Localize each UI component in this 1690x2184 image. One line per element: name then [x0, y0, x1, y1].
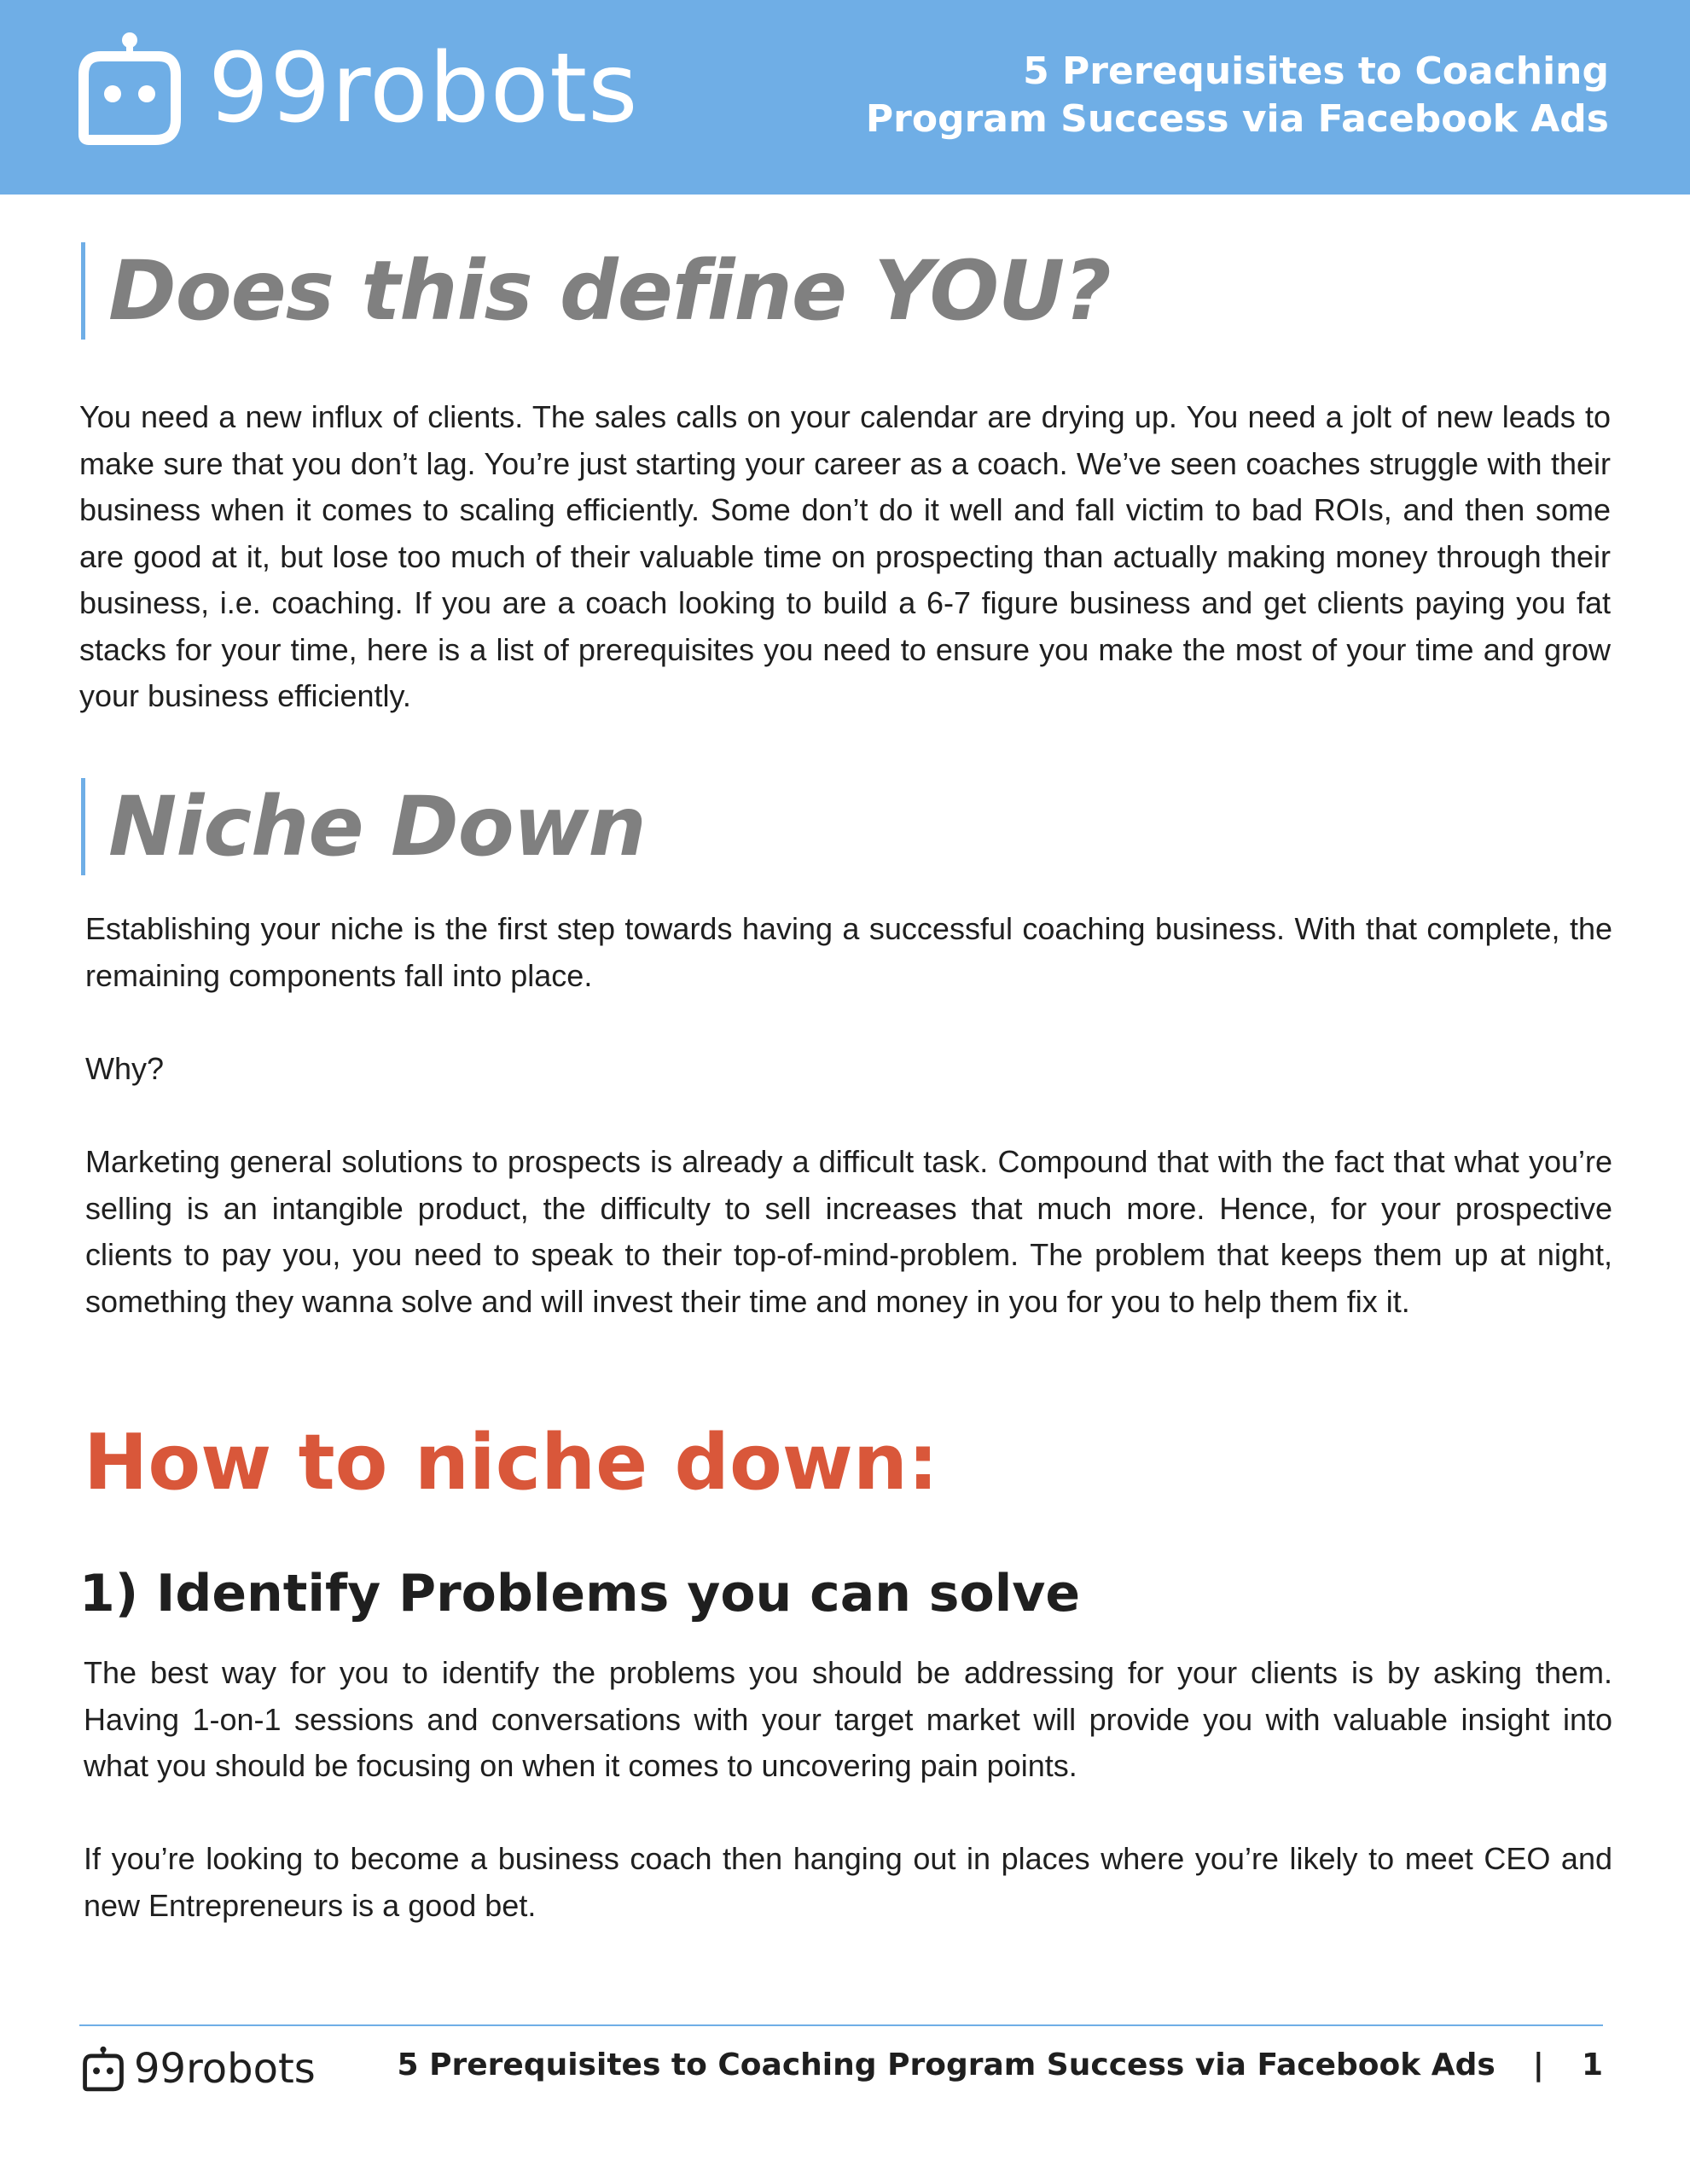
brand-logo — [78, 31, 639, 147]
document-title: 5 Prerequisites to Coaching Program Success via Facebook Ads — [865, 49, 1609, 141]
footer-logo — [83, 2046, 316, 2092]
niche-paragraph-why: Why? — [85, 1051, 165, 1086]
robot-icon — [78, 31, 181, 147]
footer-brand-name: 99robots — [134, 2045, 316, 2093]
robot-icon — [83, 2046, 124, 2092]
brand-name: 99robots — [208, 33, 639, 144]
footer-separator: | — [1532, 2048, 1544, 2082]
footer-title: 5 Prerequisites to Coaching Program Success via Facebook Ads — [397, 2048, 1495, 2082]
how-to-heading: How to niche down: — [84, 1418, 938, 1507]
step-1-paragraph-2: If you’re looking to become a business coach then hanging out in places where you’re likely to meet CEO and new Entrepreneurs is a good bet. — [84, 1841, 1612, 1923]
step-1-heading: 1) Identify Problems you can solve — [79, 1564, 1081, 1623]
section-heading-define: Does this define YOU? — [81, 242, 1111, 340]
page-header — [0, 0, 1690, 195]
footer-info — [398, 2048, 1603, 2082]
define-paragraph: You need a new influx of clients. The sales calls on your calendar are drying up. You need a jolt of new leads to make sure that you don’t lag. You’re just starting your career as a coach. We’ve seen coaches struggle with their business when it comes to scaling efficiently. Some don’t do it well and fall victim to bad ROIs, and then some are good at it, but lose too much of their valuable time on prospecting than actually making money through their business, i.e. coaching. If you are a coach looking to build a 6-7 figure business and get clients paying you fat stacks for your time, here is a list of prerequisites you need to ensure you make the most of your time and grow your business efficiently. — [79, 399, 1611, 713]
footer-divider — [79, 2024, 1603, 2026]
niche-paragraph-2: Marketing general solutions to prospects is already a difficult task. Compound that with the fact that what you’re selling is an intangible product, the difficulty to sell increases that much more. Hence, for your prospective clients to pay you, you need to speak to their top-of-mind-problem. The problem that keeps them up at night, something they wanna solve and will invest their time and money in you for you to help them fix it. — [85, 1144, 1612, 1319]
niche-paragraph-1: Establishing your niche is the first step towards having a successful coaching business. With that complete, the remaining components fall into place. — [85, 911, 1612, 993]
section-heading-niche: Niche Down — [81, 778, 646, 875]
step-1-paragraph-1: The best way for you to identify the problems you should be addressing for your clients is by asking them. Having 1-on-1 sessions and conversations with your target market will provide you with valuable insight into what you should be focusing on when it comes to uncovering pain points. — [84, 1655, 1612, 1783]
page-number: 1 — [1581, 2048, 1603, 2082]
